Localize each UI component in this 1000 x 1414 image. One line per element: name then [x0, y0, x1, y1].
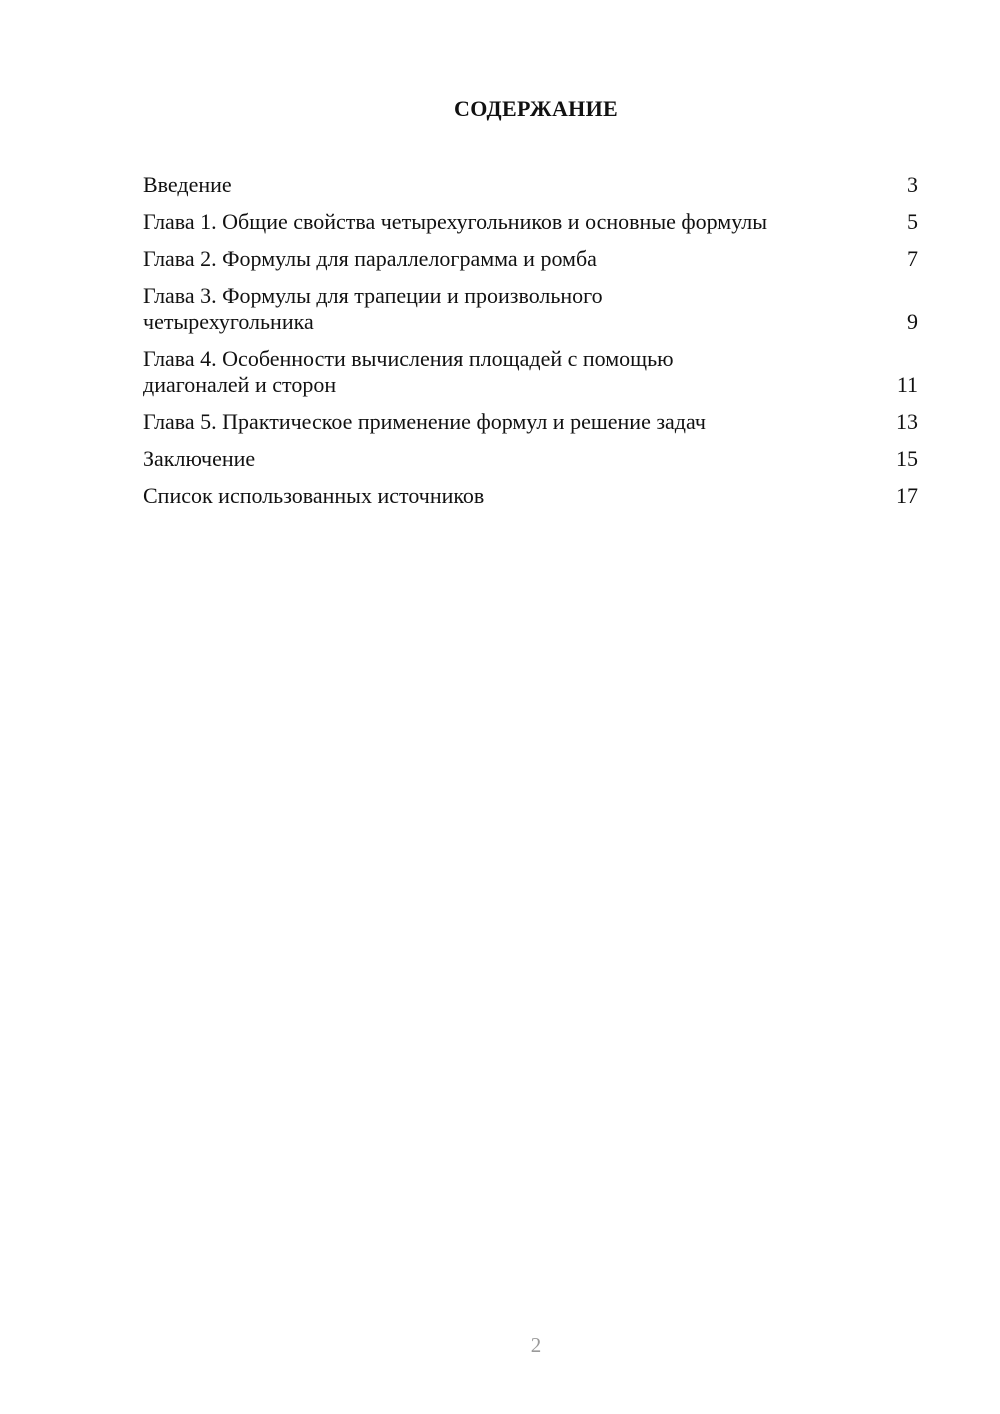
page-number: 2: [530, 1333, 542, 1357]
toc-entry-page: 7: [907, 246, 918, 271]
toc-entry-text: Глава 4. Особенности вычисления площадей с помощью диагоналей и сторон: [143, 346, 674, 397]
toc-entry: [143, 172, 918, 198]
toc-entry: [143, 209, 918, 235]
toc-entry-page: 13: [896, 409, 918, 434]
toc-entry-text: Глава 3. Формулы для трапеции и произвольного четырехугольника: [143, 283, 603, 334]
page-title: СОДЕРЖАНИЕ: [454, 96, 618, 121]
toc-entry: [143, 283, 918, 335]
toc-entry-text: Введение: [143, 172, 232, 197]
toc-entry: [143, 446, 918, 472]
toc-entry-page: 3: [907, 172, 918, 197]
toc-entry-page: 15: [896, 446, 918, 471]
toc-entry: [143, 483, 918, 509]
toc-entry-page: 11: [896, 372, 918, 397]
toc-entry: [143, 409, 918, 435]
table-of-contents: [143, 172, 918, 520]
toc-entry-text: Глава 2. Формулы для параллелограмма и ромба: [143, 246, 597, 271]
toc-entry-text: Глава 5. Практическое применение формул и решение задач: [143, 409, 706, 434]
toc-entry-text: Список использованных источников: [143, 483, 485, 508]
toc-entry-page: 17: [896, 483, 918, 508]
toc-entry-page: 5: [907, 209, 918, 234]
toc-entry-page: 9: [907, 309, 918, 334]
toc-entry: [143, 346, 918, 398]
toc-entry-text: Глава 1. Общие свойства четырехугольников и основные формулы: [143, 209, 768, 234]
toc-entry: [143, 246, 918, 272]
toc-entry-text: Заключение: [143, 446, 256, 471]
